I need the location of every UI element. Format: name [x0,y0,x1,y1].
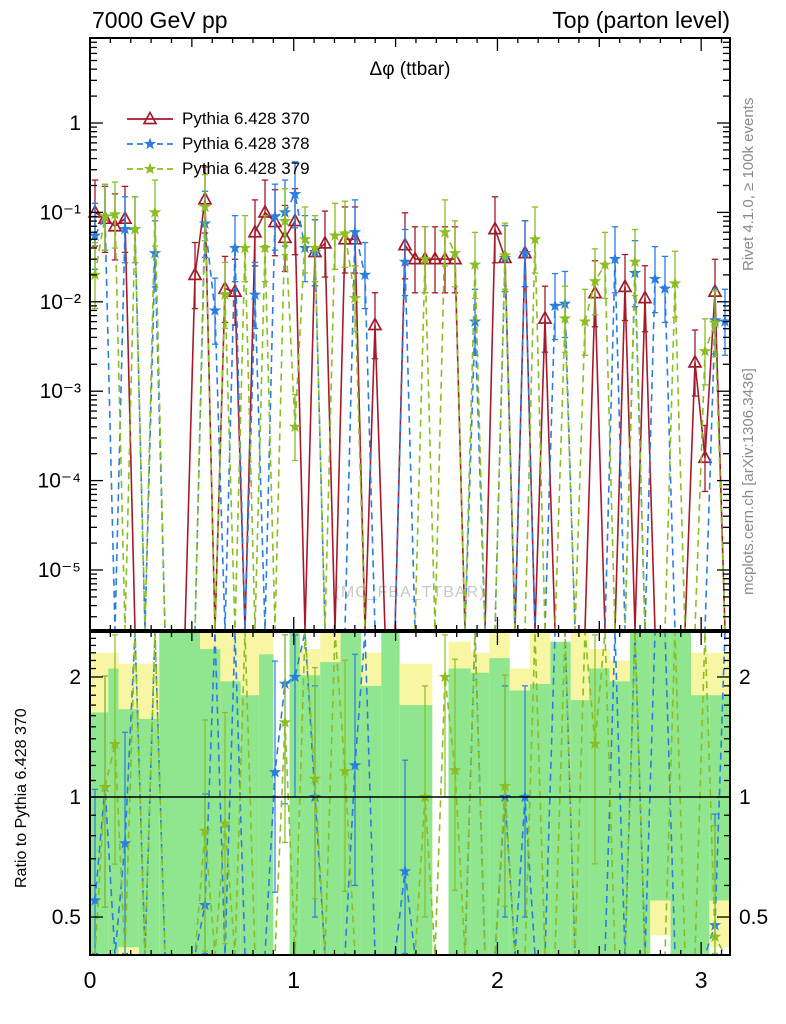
legend-label: Pythia 6.428 379 [182,158,310,178]
svg-text:2: 2 [69,666,81,689]
svg-text:10⁻²: 10⁻² [39,290,81,314]
svg-text:0.5: 0.5 [739,906,769,929]
legend-marker-star-icon [127,134,173,154]
svg-text:1: 1 [739,786,751,809]
svg-text:0.5: 0.5 [51,906,81,929]
plot-title: Δφ (ttbar) [369,59,451,80]
svg-text:1: 1 [69,112,81,135]
legend-marker-star-icon [127,159,173,179]
svg-text:3: 3 [694,967,708,993]
legend [127,106,310,181]
svg-text:10⁻⁵: 10⁻⁵ [37,559,81,582]
legend-item-pythia-370 [127,106,310,131]
legend-marker-triangle-icon [127,109,173,129]
svg-text:2: 2 [491,967,504,993]
svg-text:10⁻⁴: 10⁻⁴ [37,469,81,493]
rivet-version-note: Rivet 4.1.0, ≥ 100k events [740,97,757,271]
svg-text:1: 1 [287,967,301,993]
svg-text:1: 1 [69,786,81,809]
legend-item-pythia-378 [127,131,310,156]
beam-energy-label: 7000 GeV pp [92,7,228,33]
ratio-axis-label: Ratio to Pythia 6.428 370 [13,708,30,888]
svg-text:10⁻¹: 10⁻¹ [39,201,81,225]
analysis-watermark: (MC_FBA_TTBAR) [334,584,486,601]
svg-text:2: 2 [739,666,751,689]
legend-item-pythia-379 [127,156,310,181]
mcplots-citation-note: mcplots.cern.ch [arXiv:1306.3436] [740,368,757,596]
legend-label: Pythia 6.428 370 [182,108,310,128]
series [89,167,725,630]
legend-label: Pythia 6.428 378 [182,133,310,153]
svg-text:0: 0 [83,967,97,993]
process-label: Top (parton level) [552,7,730,33]
svg-text:10⁻³: 10⁻³ [39,380,81,404]
